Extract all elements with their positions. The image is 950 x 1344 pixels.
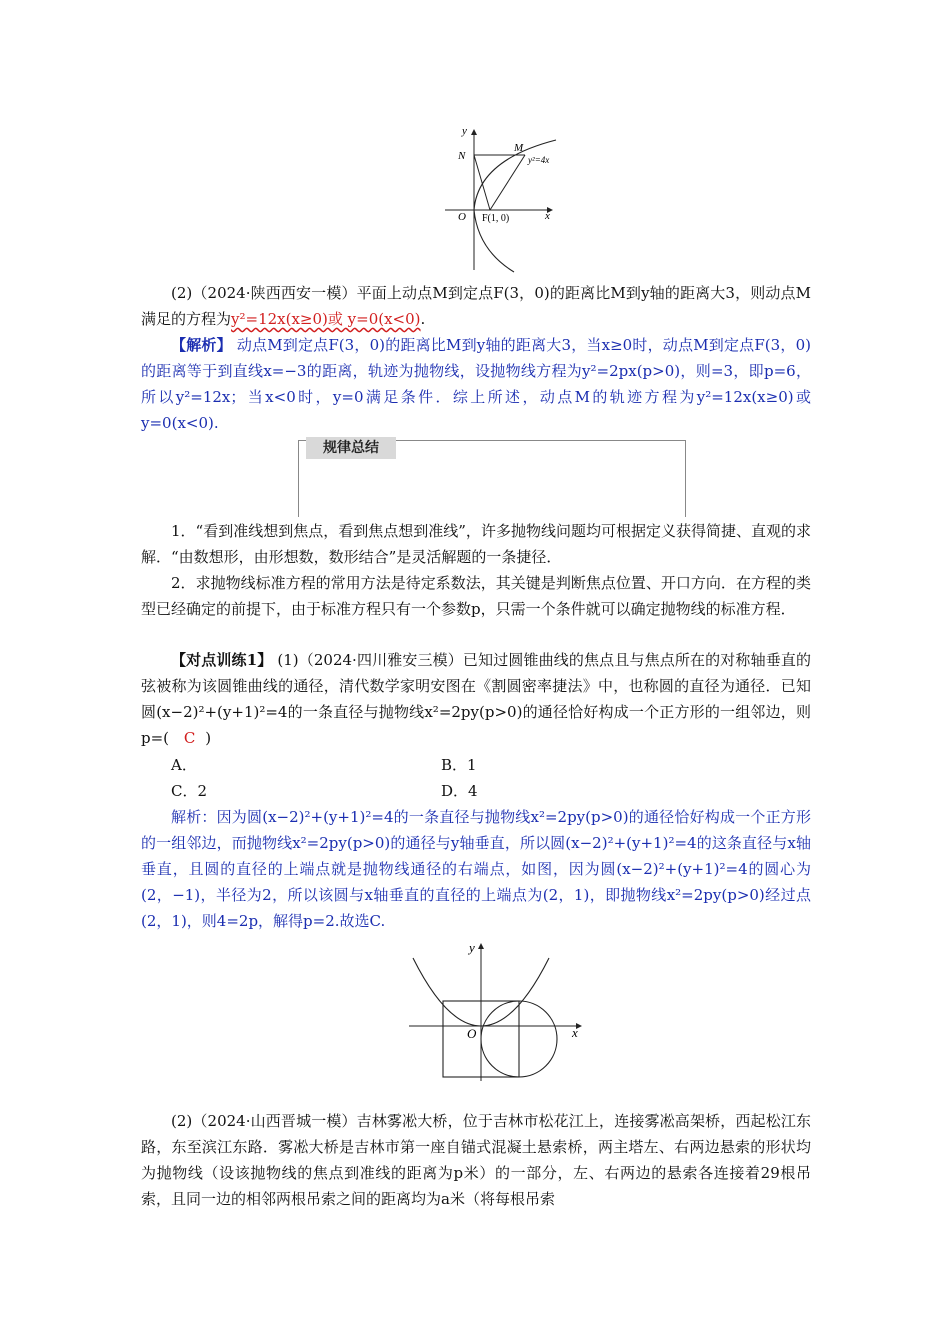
problem-2-text: 平面上动点M到定点F(3，0)的距离比M到y轴的距离大3，则动点M满足的方程为 xyxy=(141,284,811,328)
parabola-figure-2-svg xyxy=(405,938,595,1083)
solution-t1-tag: 解析： xyxy=(171,808,217,826)
solution-t1-text: 因为圆(x−2)²+(y+1)²=4的一条直径与抛物线x²=2py(p>0)的通径恰好构成一个正方形的一组邻边，而抛物线x²=2py(p>0)的通径与y轴垂直，所以圆(x−2)²+(y+1)²=4的这条直径与x轴垂直，且圆的直径的上端点就是抛物线通径的右端点，如图，因为圆(x−2)²+(y+1)²=4的圆心为(2，−1)，半径为2，所以该圆与x轴垂直的直径的上端点为(2，1)，即抛物线x²=2py(p>0)经过点(2，1)，则4=2p，解得p=2.故选C. xyxy=(141,808,811,930)
summary-content xyxy=(141,518,811,622)
training-1-tag: 【对点训练1】 xyxy=(171,651,273,669)
options-row-1 xyxy=(171,752,771,778)
parabola-figure-2 xyxy=(405,938,595,1083)
solution-2 xyxy=(141,332,811,436)
option-d: D．4 xyxy=(441,782,478,800)
parabola-figure-1 xyxy=(440,120,570,275)
problem-t2 xyxy=(141,1108,811,1212)
label-M: M xyxy=(514,142,524,154)
training-1 xyxy=(141,647,811,751)
training-1-answer: C xyxy=(183,729,196,747)
training-1-close: ) xyxy=(205,729,212,747)
summary-item-2: 2．求抛物线标准方程的常用方法是待定系数法，其关键是判断焦点位置、开口方向．在方程的类型已经确定的前提下，由于标准方程只有一个参数p，只需一个条件就可以确定抛物线的标准方程． xyxy=(141,574,811,618)
option-b: B．1 xyxy=(441,756,477,774)
parabola-figure-1-svg xyxy=(440,120,570,275)
segment-NF xyxy=(474,155,490,210)
solution-2-text: 动点M到定点F(3，0)的距离比M到y轴的距离大3，当x≥0时，动点M到定点F(3，0)的距离等于到直线x=−3的距离，轨迹为抛物线，设抛物线方程为y²=2px(p>0)，则=3，即p=6，所以y²=12x；当x<0时，y=0满足条件．综上所述，动点M的轨迹方程为y²=12x(x≥0)或y=0(x<0). xyxy=(141,336,811,432)
segment-MF xyxy=(490,155,525,210)
training-1-text: (1)（2024·四川雅安三模）已知过圆锥曲线的焦点且与焦点所在的对称轴垂直的弦被称为该圆锥曲线的通径，清代数学家明安图在《割圆密率捷法》中，也称圆的直径为通径．已知圆(x−2)²+(y+1)²=4的一条直径与抛物线x²=2py(p>0)的通径恰好构成一个正方形的一组邻边，则p=( xyxy=(141,651,811,747)
problem-2-source: (2)（2024·陕西西安一模） xyxy=(171,284,357,302)
option-a: A． xyxy=(171,756,197,774)
label-y: y xyxy=(469,940,475,955)
label-N: N xyxy=(458,150,466,162)
problem-2-answer: y²=12x(x≥0)或 y=0(x<0) xyxy=(231,310,421,328)
problem-2-end: . xyxy=(420,310,426,328)
problem-2 xyxy=(141,280,811,332)
label-O: O xyxy=(467,1026,477,1041)
label-curve: y²=4x xyxy=(528,155,550,165)
label-x: x xyxy=(572,1025,578,1040)
label-x: x xyxy=(545,210,550,222)
label-F: F(1, 0) xyxy=(482,213,510,224)
options-row-2 xyxy=(171,778,771,804)
summary-title: 规律总结 xyxy=(306,437,396,459)
problem-t2-text: (2)（2024·山西晋城一模）吉林雾凇大桥，位于吉林市松花江上，连接雾凇高架桥，西起松江东路，东至滨江东路．雾凇大桥是吉林市第一座自锚式混凝土悬索桥，两主塔左、右两边悬索的形状均为抛物线（设该抛物线的焦点到准线的距离为p米）的一部分，左、右两边的悬索各连接着29根吊索，且同一边的相邻两根吊索之间的距离均为a米（将每根吊索 xyxy=(141,1112,811,1208)
label-y: y xyxy=(462,125,467,137)
option-c: C．2 xyxy=(171,782,208,800)
solution-t1 xyxy=(141,804,811,934)
summary-item-1: 1．“看到准线想到焦点，看到焦点想到准线”，许多抛物线问题均可根据定义获得简捷、直观的求解．“由数想形，由形想数，数形结合”是灵活解题的一条捷径． xyxy=(141,522,811,566)
label-O: O xyxy=(458,211,466,223)
solution-2-tag: 【解析】 xyxy=(171,336,232,354)
